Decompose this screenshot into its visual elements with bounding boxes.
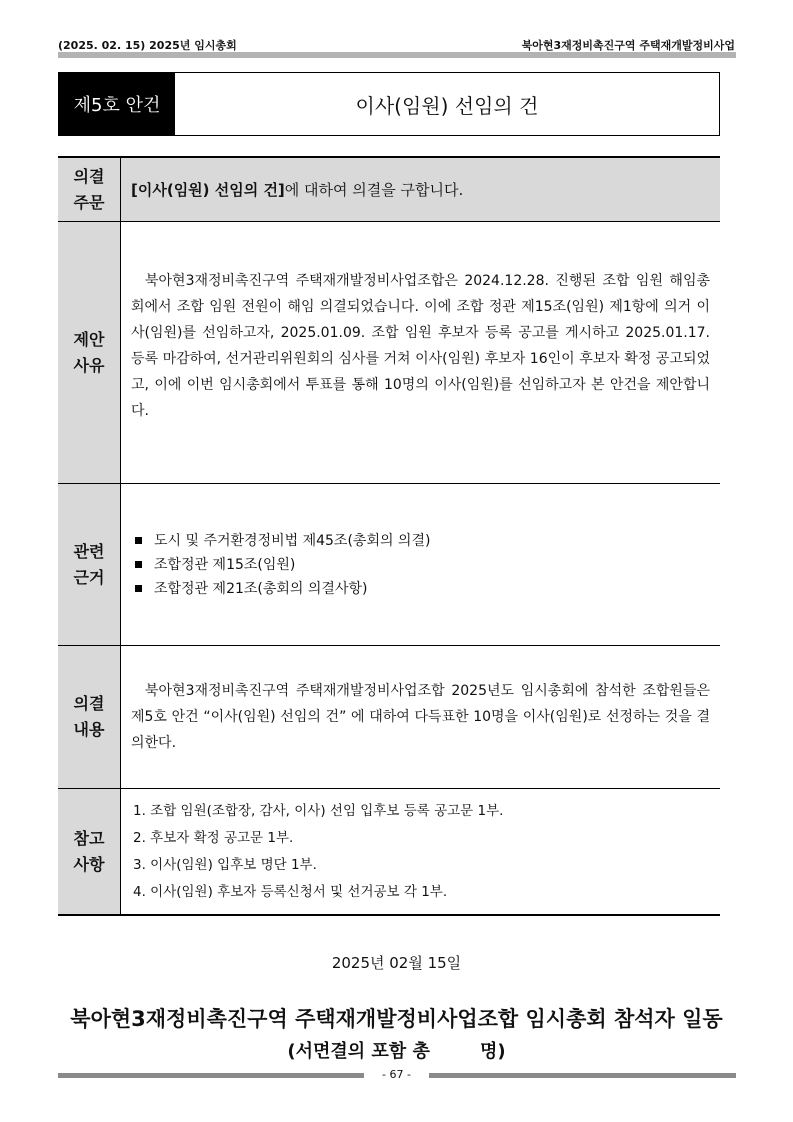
content-cell — [121, 646, 720, 788]
content-text: 북아현3재정비촉진구역 주택재개발정비사업조합 2025년도 임시총회에 참석한 조합원들은 제5호 안건 “이사(임원) 선임의 건” 에 대하여 다득표한 10명을 이사(임원)로 선정하는 것을 결의한다. — [131, 683, 710, 751]
agenda-table — [58, 156, 720, 916]
label-reason: 제안 사유 — [58, 222, 121, 483]
basis-item: 조합정관 제15조(임원) — [135, 553, 710, 577]
reference-item: 3. 이사(임원) 입후보 명단 1부. — [133, 856, 317, 873]
resolution-bold: [이사(임원) 선임의 건] — [131, 180, 285, 199]
row-content — [58, 646, 720, 789]
header-left: (2025. 02. 15) 2025년 임시총회 — [58, 39, 237, 52]
reference-item: 1. 조합 임원(조합장, 감사, 이사) 선임 입후보 등록 공고문 1부. — [133, 802, 504, 819]
footer-rule-left — [58, 1073, 364, 1078]
resolution-cell — [121, 158, 720, 221]
reference-item: 4. 이사(임원) 후보자 등록신청서 및 선거공보 각 1부. — [133, 883, 448, 900]
basis-item: 조합정관 제21조(총회의 의결사항) — [135, 577, 710, 601]
square-bullet-icon — [135, 561, 142, 568]
page-number: - 67 - — [382, 1068, 411, 1081]
row-resolution — [58, 158, 720, 222]
square-bullet-icon — [135, 537, 142, 544]
row-references — [58, 789, 720, 914]
footer-rule-right — [429, 1073, 736, 1078]
header-rule — [58, 52, 736, 58]
agenda-number: 제5호 안건 — [59, 73, 175, 135]
square-bullet-icon — [135, 585, 142, 592]
row-basis — [58, 484, 720, 646]
header-right: 북아현3재정비촉진구역 주택재개발정비사업 — [521, 39, 735, 52]
basis-list — [121, 484, 720, 645]
signature-line-1: 북아현3재정비촉진구역 주택재개발정비사업조합 임시총회 참석자 일동 — [70, 1007, 723, 1031]
agenda-box — [58, 72, 720, 136]
document-date: 2025년 02월 15일 — [331, 954, 462, 972]
label-content: 의결 내용 — [58, 646, 121, 788]
basis-item: 도시 및 주거환경정비법 제45조(총회의 의결) — [135, 529, 710, 553]
references-list — [121, 789, 720, 914]
signature-line-2: (서면결의 포함 총 명) — [287, 1041, 506, 1062]
resolution-rest: 에 대하여 의결을 구합니다. — [284, 180, 464, 199]
label-resolution: 의결 주문 — [58, 158, 121, 221]
agenda-title: 이사(임원) 선임의 건 — [355, 93, 539, 118]
reason-text: 북아현3재정비촉진구역 주택재개발정비사업조합은 2024.12.28. 진행된 조합 임원 해임총회에서 조합 임원 전원이 해임 의결되었습니다. 이에 조합 정관 제15조(임원) 제1항에 의거 이사(임원)를 선임하고자, 2025.01.09. 조합 임원 후보자 등록 공고를 게시하고 2025.01.17. 등록 마감하여, 선거관리위원회의 심사를 거쳐 이사(임원) 후보자 16인이 후보자 확정 공고되었고, 이에 이번 임시총회에서 투표를 통해 10명의 이사(임원)를 선임하고자 본 안건을 제안합니다. — [131, 273, 710, 419]
label-basis: 관련 근거 — [58, 484, 121, 645]
label-references: 참고 사항 — [58, 789, 121, 914]
reference-item: 2. 후보자 확정 공고문 1부. — [133, 829, 294, 846]
row-reason — [58, 222, 720, 484]
